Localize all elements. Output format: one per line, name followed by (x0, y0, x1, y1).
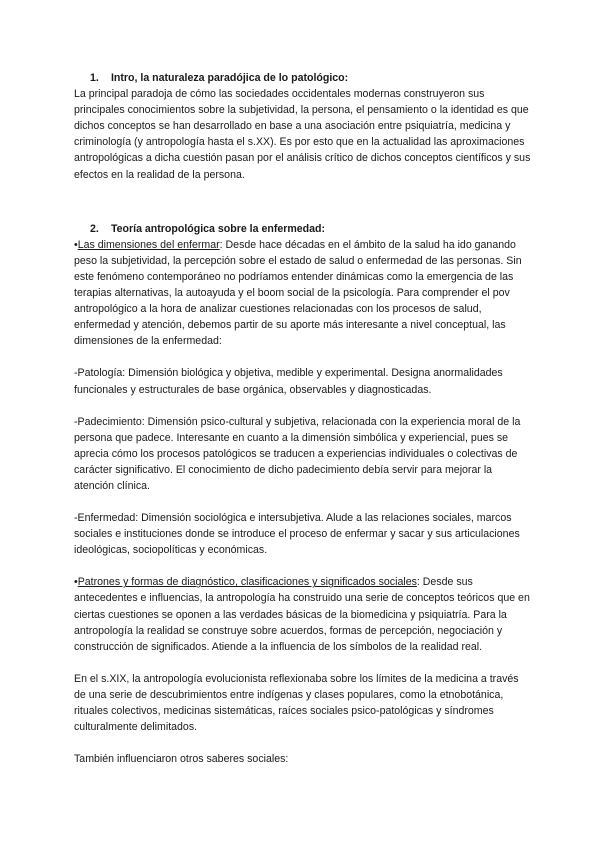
dimensions-text: : Desde hace décadas en el ámbito de la salud ha ido ganando peso la subjetividad, la percepción sobre el estado de salud o enfermedad de las personas. Sin este fenómeno contemporáneo no podríamos entender dinámicas como la emergencia de las terapias alternativas, la autoayuda y el boom social de la psicología. Para comprender el pov antropológico a la hora de analizar cuestiones relacionadas con los procesos de salud, enfermedad y atención, debemos partir de su aporte más interesante a nivel conceptual, las dimensiones de la enfermedad: (74, 238, 522, 348)
section-1-paragraph: La principal paradoja de cómo las sociedades occidentales modernas construyeron sus principales conocimientos sobre la subjetividad, la persona, el pensamiento o la identidad es que dichos conceptos se han desarrollado en base a una asociación entre psiquiatría, medicina y criminología (y antropología hasta el s.XX). Es por esto que en la actualidad las aproximaciones antropológicas a dicha cuestión pasan por el análisis crítico de dichos conceptos científicos y sus efectos en la realidad de la persona. (74, 88, 531, 181)
patrones-text: : Desde sus antecedentes e influencias, la antropología ha construido una serie de conceptos teóricos que en ciertas cuestiones se oponen a las verdades básicas de la biomedicina y psiquiatría. Para la antropología la realidad se construye sobre acuerdos, formas de percepción, negociación y construcción de significados. Atiende a la influencia de los símbolos de la realidad real. (74, 576, 530, 653)
section-2-number: 2. (90, 222, 99, 235)
section-1-title: Intro, la naturaleza paradójica de lo patológico: (110, 72, 349, 84)
section-2-title: Teoría antropológica sobre la enfermedad: (110, 222, 326, 235)
bullet: • (74, 238, 78, 251)
tambien-paragraph: También influenciaron otros saberes sociales: (74, 753, 289, 766)
bullet: • (74, 576, 78, 589)
document-page (74, 70, 532, 767)
sxix-paragraph: En el s.XIX, la antropología evolucionista reflexionaba sobre los límites de la medicina a través de una serie de descubrimientos entre indígenas y clases populares, como la etnobotánica, rituales colectivos, medicinas sistemáticas, raíces sociales psico-patológicas y síndromes culturalmente delimitados. (74, 672, 519, 734)
spacer (74, 398, 532, 414)
patrones-paragraph (74, 574, 532, 654)
spacer (74, 349, 532, 365)
spacer (74, 558, 532, 574)
enfermedad-paragraph: -Enfermedad: Dimensión sociológica e intersubjetiva. Alude a las relaciones sociales, marcos sociales e instituciones donde se introduce el proceso de enfermar y sacar y sus articulaciones ideológicas, sociopolíticas y económicas. (74, 512, 520, 557)
patrones-label: Patrones y formas de diagnóstico, clasificaciones y significados sociales (77, 576, 417, 589)
dimensions-paragraph (74, 237, 532, 350)
section-1-heading (74, 70, 532, 86)
spacer (74, 735, 532, 751)
section-2-heading (74, 221, 532, 237)
padecimiento-paragraph: -Padecimiento: Dimensión psico-cultural y subjetiva, relacionada con la experiencia moral de la persona que padece. Interesante en cuanto a la dimensión simbólica y experiencial, pues se aprecia cómo los procesos patológicos se traducen a experiencias individuales o colectivas de carácter significativo. El conocimiento de dicho padecimiento debía servir para mejorar la atención clínica. (74, 415, 521, 492)
dimensions-label: Las dimensiones del enfermar (77, 238, 220, 251)
spacer (74, 494, 532, 510)
section-1-number: 1. (90, 72, 99, 84)
spacer (74, 655, 532, 671)
patologia-paragraph: -Patología: Dimensión biológica y objetiva, medible y experimental. Designa anormalidades funcionales y estructurales de base orgánica, observables y diagnosticadas. (74, 367, 503, 396)
spacer (74, 183, 532, 221)
